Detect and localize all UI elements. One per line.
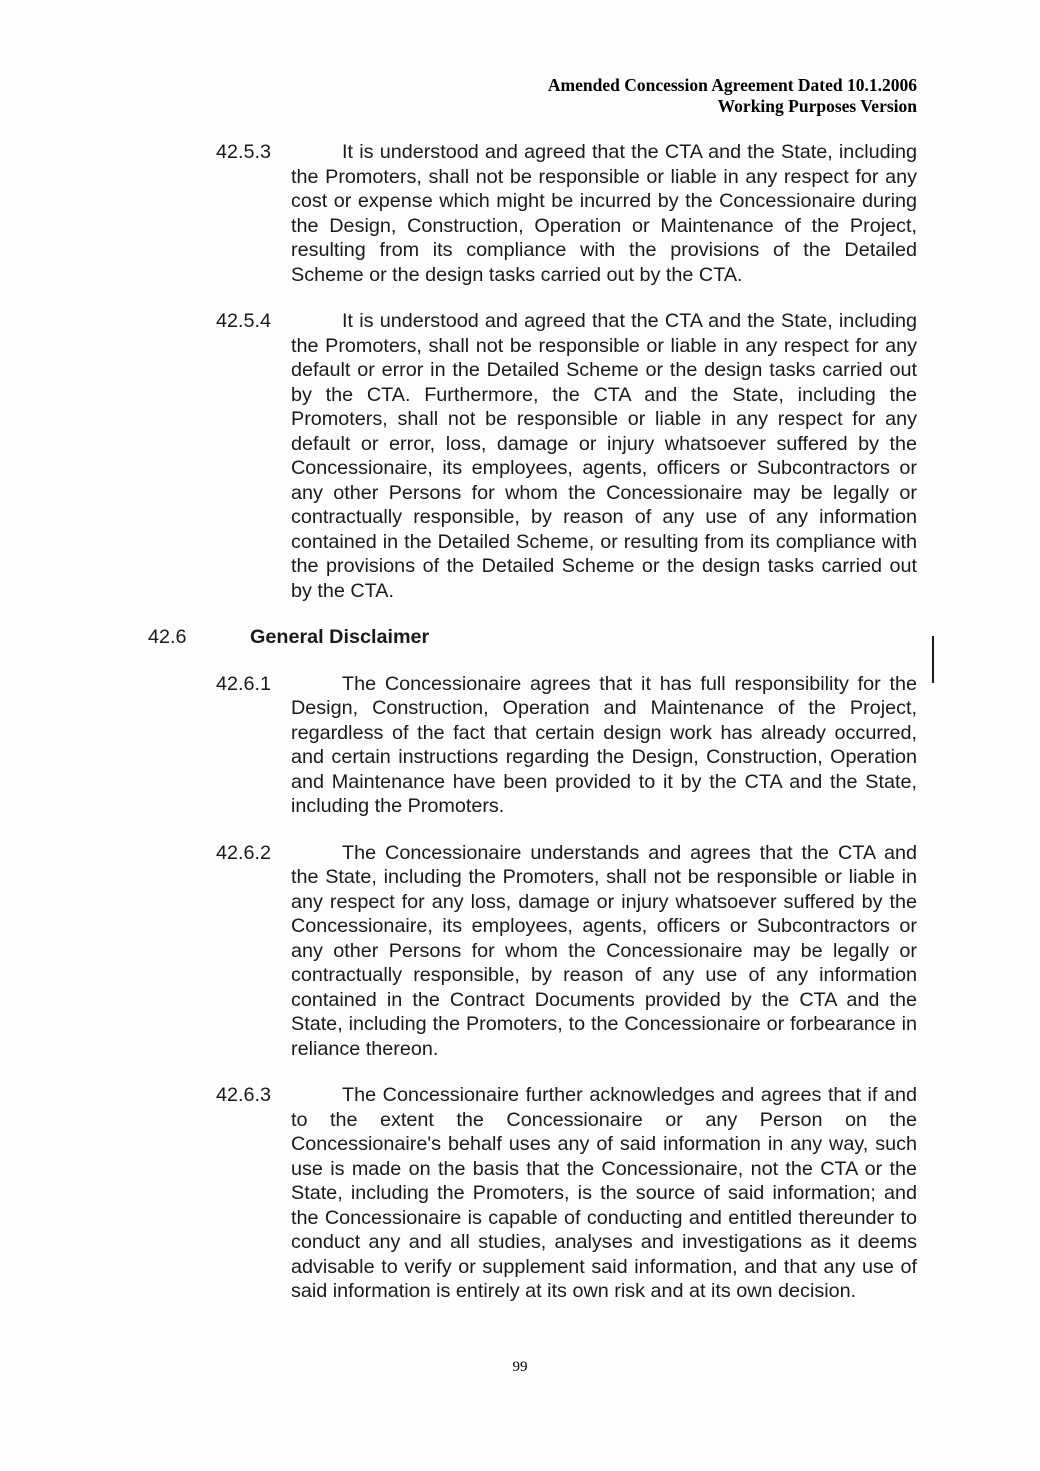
- clause-text: It is understood and agreed that the CTA and the State, including the Promoters, shall not be responsible or liable in any respect for any default or error in the Detailed Scheme or the design tasks carried out by the CTA. Furthermore, the CTA and the State, including the Promoters, shall not be responsible or liable in any respect for any default or error, loss, damage or injury whatsoever suffered by the Concessionaire, its employees, agents, officers or Subcontractors or any other Persons for whom the Concessionaire may be legally or contractually responsible, by reason of any use of any information contained in the Detailed Scheme, or resulting from its compliance with the provisions of the Detailed Scheme or the design tasks carried out by the CTA.: [291, 310, 917, 602]
- page-number: 99: [512, 1359, 528, 1375]
- clause-42-6-1: [148, 672, 917, 819]
- clause-text: The Concessionaire further acknowledges and agrees that if and to the extent the Concessionaire or any Person on the Concessionaire's behalf uses any of said information in any way, such use is made on the basis that the Concessionaire, not the CTA or the State, including the Promoters, is the source of said information; and the Concessionaire is capable of conducting and entitled thereunder to conduct any and all studies, analyses and investigations as it deems advisable to verify or supplement said information, and that any use of said information is entirely at its own risk and at its own decision.: [291, 1084, 917, 1302]
- header-version-line: Working Purposes Version: [717, 96, 917, 116]
- clause-text: It is understood and agreed that the CTA and the State, including the Promoters, shall not be responsible or liable in any respect for any cost or expense which might be incurred by the Concessionaire during the Design, Construction, Operation or Maintenance of the Project, resulting from its compliance with the provisions of the Detailed Scheme or the design tasks carried out by the CTA.: [291, 141, 917, 286]
- clause-number: 42.6.3: [216, 1084, 271, 1106]
- clause-number: 42.6.2: [216, 841, 271, 864]
- clause-42-6-2: [148, 841, 917, 1062]
- clause-42-5-4: [148, 309, 917, 603]
- page-footer: [0, 1359, 1040, 1376]
- clause-number: 42.5.4: [216, 310, 271, 332]
- clause-42-5-3: [148, 140, 917, 287]
- document-body: [148, 140, 917, 1326]
- revision-change-bar: [932, 636, 934, 683]
- clause-text: The Concessionaire understands and agrees that the CTA and the State, including the Promoters, shall not be responsible or liable in any respect for any loss, damage or injury whatsoever suffered by the Concessionaire, its employees, agents, officers or Subcontractors or any other Persons for whom the Concessionaire may be legally or contractually responsible, by reason of any use of any information contained in the Contract Documents provided by the CTA and the State, including the Promoters, to the Concessionaire or forbearance in reliance thereon.: [291, 841, 917, 1060]
- clause-number: 42.6.1: [216, 672, 271, 695]
- clause-number: 42.5.3: [216, 141, 271, 163]
- header-title-line: Amended Concession Agreement Dated 10.1.2006: [547, 75, 917, 95]
- section-title: General Disclaimer: [250, 626, 430, 648]
- clause-42-6-3: [148, 1083, 917, 1304]
- document-header: [548, 75, 917, 117]
- clause-text: The Concessionaire agrees that it has full responsibility for the Design, Construction, Operation and Maintenance of the Project, regardless of the fact that certain design work has already occurred, and certain instructions regarding the Design, Construction, Operation and Maintenance have been provided to it by the CTA and the State, including the Promoters.: [291, 672, 917, 817]
- section-heading-42-6: [148, 625, 917, 650]
- section-number: 42.6: [148, 626, 187, 648]
